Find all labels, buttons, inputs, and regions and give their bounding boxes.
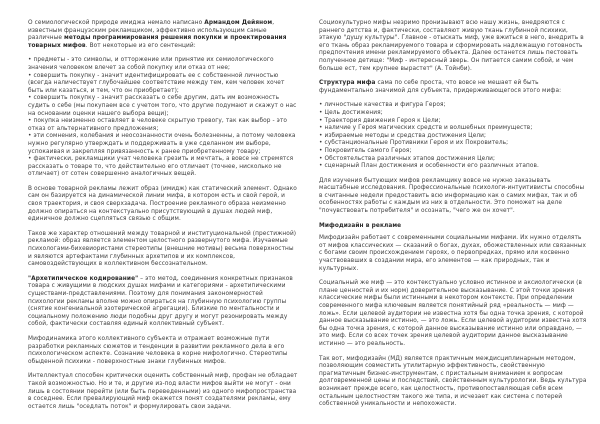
text-run: , известным французским рекламщиком, эффективно использующим самые различные: [28, 20, 275, 42]
list-item: • сценарный План достижения и особенности его различных этапов.: [319, 163, 589, 171]
list-item: • Обстоятельства различных этапов достижения Цели;: [319, 156, 589, 164]
list-item: • Цель достижения;: [319, 110, 589, 118]
paragraph: Социокультурно мифы незримо пронизывают всю нашу жизнь, внедряются с раннего детства и, фактически, составляют живую ткань глубинной психики, этакую "душу культуры". Главное - отыскать миф, уже вжиться в него, внедрить в его ткань образ рекламируемого товара и сформировать надлежащую готовность предпочтения имени рекламируемого объекта. Далее останется лишь пестовать полученное детище: "Миф - интересный зверь. Он питается самим собой, и чем больше ест, тем крупнее вырастет" (А. Тойнби).: [319, 20, 584, 72]
paragraph-intro: [28, 20, 298, 50]
list-item: • фактически, рекламщики учат человека грезить и мечтать, а вовсе не стремятся рассказать о товаре то, что действительно его отличает (точнее, нисколько не отличает) от сотен совершенно аналогичных вещей.: [28, 156, 298, 179]
list-item: • эти сомнения, колебания и неосознанности очень болезненны, а потому человека нужно регулярно утверждать и поддерживать в уже сделанном им выборе, успокаивая и закрепляя привязанность к ранее приобретенному товару;: [28, 133, 298, 156]
text-columns: [28, 20, 585, 418]
text-run: сама по себе проста, что вовсе не мешает ей быть фундаментально значимой для субъекта, придерживающегося этого мифа:: [319, 80, 562, 94]
paragraph-archetype: [28, 276, 298, 329]
list-item: • личностные качества и фигура Героя;: [319, 102, 589, 110]
sentence-list: [28, 57, 298, 179]
paragraph-myth-structure: [319, 80, 589, 95]
paragraph: Социальный же миф — это контекстуально условно истинное и аксиологически (в плане ценностей и их норм) доверительное высказывание. С этой точки зрения классические мифы были истинными в некотором контексте. При определении современного мифа ключевым является понятийный ряд «реальность — миф — ложь». Если целевой аудитории не известна хотя бы одна точка зрения, с которой данное высказывание истинно, — это ложь. Если целевой аудитории известна хотя бы одна точка зрения, с которой данное высказывание истинно или оправдано, — это миф. Если со всех точек зрения целевой аудитории данное высказывание истинно — это реальность.: [319, 280, 587, 347]
paragraph: Так вот, мифодизайн (МД) является практичным междисциплинарным методом, позволяющим совместить утилитарную эффективность, свойственную прагматичным бизнес-инструментам, с пристальным вниманием к вопросам долговременной цены и последствий, свойственным культурологии. Ведь культура возникает прежде всего, как целостность, противопоставляющая себя всем остальным целостностям такого же типа, и исчезает как система с потерей собственной уникальности и непохожести.: [319, 355, 587, 408]
list-item: • Траектория движения Героя к Цели;: [319, 118, 589, 126]
left-column: [28, 20, 298, 418]
term-archetype-coding: "Архетипическое кодирование": [28, 275, 139, 282]
paragraph: В основе товарной рекламы лежит образ (имидж) как статический элемент. Однако сам он базируется на динамической линии мифа, в котором есть и свой герой, и своя траектория, и своя сверхзадача. Построение рекламного образа неизменно должно опираться на контекстуально присутствующий в душах людей миф, единичное должно сцепляться связью с общим.: [28, 185, 297, 223]
list-item: • наличие у Героя магических средств и волшебных преимуществ;: [319, 125, 589, 133]
term-myth-structure: Структура мифа: [319, 80, 376, 87]
list-item: • покупка неизменно оставляет в человеке скрытую тревогу, так как выбор - это отказ от альтернативного предложения;: [28, 118, 298, 133]
list-item: • предметы - это символы, и отторжение или принятие их семиологического значения человеком влечет за собой покупку или отказ от нее;: [28, 57, 298, 72]
text-run: . Вот некоторые из его сентенций:: [85, 42, 196, 49]
list-item: • избираемые методы и средства достижения Цели;: [319, 133, 589, 141]
list-item: • Покровитель самого Героя;: [319, 148, 589, 156]
paragraph: Мифодизайн работает с современными социальными мифами. Их нужно отделять от мифов классических — сказаний о богах, духах, обожествленных или связанных с богами своим происхождением героях, о первопредках, прямо или косвенно участвовавших в создании мира, его элементов — как природных, так и культурных.: [319, 235, 586, 272]
list-item: • совершить покупку - значит идентифицировать ее с собственной личностью (всегда наличествует глубочайшее соответствие между тем, кем человек хочет быть или казаться, и тем, что он приобретает);: [28, 73, 298, 96]
right-column: [319, 20, 589, 418]
paragraph: Мифодинамика этого коллективного субъекта и отражает возможные пути разработки рекламных сюжетов и тенденции в развитии рекламного дела в его психологическом аспекте. Сознание человека в корне мифологично. Стереотипы обыденной психики - поверхностные знаки глубинных мифов.: [28, 335, 288, 365]
paragraph: Интеллектуал способен критически оценить собственный миф, профан не обладает такой возможностью. Но и те, и другие из-под власти мифов выйти не могут - они лишь в состоянии перейти (или быть переведенными) из одного мифопространства в соседнее. Если превалирующий миф окажется понят создателями рекламы, ему остается лишь "оседлать поток" и формулировать свои задачи.: [28, 373, 298, 410]
paragraph: Для изучения бытующих мифов рекламщику вовсе не нужно заказывать масштабные исследования. Профессиональные психологи-интуитивисты способны в считанные недели предоставить всю информацию как о самих мифах, так и об особенностях работы с каждым из них в отдельности. Это поможет на деле "почувствовать потребителя" и осознать, "чего же он хочет".: [319, 177, 585, 215]
paragraph: Таков же характер отношений между товарной и институциональной (престижной) рекламой: образ является элементом целостного развернутого мифа. Изучаемые психологами-бихевиористами стереотипы (внешние мотивы) весьма поверхностны и являются артефактами глубинных архетипов и их комплексов, самовоздействующих в коллективном бессознательном.: [28, 230, 297, 268]
myth-structure-list: [319, 102, 589, 170]
methods-phrase: методы программирования решения покупки и проектирования товарных мифов: [28, 35, 287, 49]
author-name: Армандом Дейяном: [204, 20, 273, 26]
list-item: • субстанциональные Противники Героя и их Покровитель;: [319, 140, 589, 148]
section-heading-mythdesign: Мифодизайн в рекламе: [319, 222, 402, 229]
text-run: – это метод, соединения конкретных признаков товара с живущими в людских душах мифами и категориями - архетипическими существами-представлениями. Поэтому для понимания закономерностей психологии рекламы вполне можно опираться на глубинную психологию группы (снятие конгениальной эзотерической агрегации). Близкие по ментальности и социальному положению люди подобны друг другу и могут резонировать между собой, фактически составляя единый коллективный субъект.: [28, 275, 293, 328]
list-item: • совершить покупку - значит рассказать о себе другим, дать им возможность судить о себе (мы покупаем все с учетом того, что другие подумают и скажут о нас на основании оценки нашего выбора вещи);: [28, 95, 298, 118]
text-run: О семиологической природе имиджа немало написано: [28, 20, 205, 26]
